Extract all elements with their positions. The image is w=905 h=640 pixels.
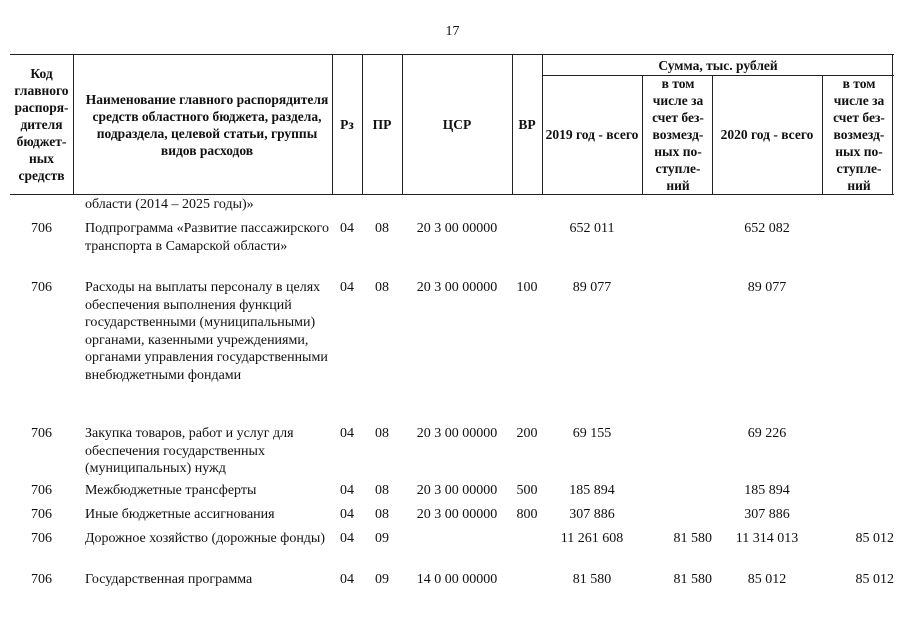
row-rz: 04	[340, 483, 354, 498]
row-vr: 200	[516, 426, 538, 441]
row-pr: 08	[375, 483, 389, 498]
row-vr: 500	[516, 483, 538, 498]
row-csr: 20 3 00 00000	[416, 483, 498, 498]
header-2019-total: 2019 год - всего	[545, 127, 639, 142]
row-vr: 800	[516, 507, 538, 522]
row-2019-total: 307 886	[569, 507, 615, 522]
row-2020-total: 11 314 013	[735, 531, 799, 546]
row-2019-total: 652 011	[569, 221, 615, 236]
row-pr: 09	[375, 531, 389, 546]
header-2020-free: в том числе за счет без-возмезд-ных по-ступле-ний	[833, 76, 885, 193]
row-rz: 04	[340, 572, 354, 587]
row-2019-total: 69 155	[572, 426, 612, 441]
row-2020-total: 69 226	[747, 426, 787, 441]
header-sum-title: Сумма, тыс. рублей	[658, 57, 778, 73]
row-pr: 09	[375, 572, 389, 587]
row-2019-total: 185 894	[569, 483, 615, 498]
row-pr: 08	[375, 507, 389, 522]
row-code: 706	[31, 426, 52, 441]
row-code: 706	[31, 507, 52, 522]
row-2020-total: 85 012	[747, 572, 787, 587]
row-vr: 100	[516, 280, 538, 295]
row-name: Иные бюджетные ассигнования	[85, 507, 275, 522]
row-code: 706	[31, 483, 52, 498]
row-name: Государственная программа	[85, 572, 253, 587]
header-name: Наименование главного распорядителя средств областного бюджета, раздела, подраздела, целевой статьи, группы видов расходов	[85, 91, 329, 158]
row-rz: 04	[340, 507, 354, 522]
row-2020-total: 89 077	[747, 280, 787, 295]
header-2019-free: в том числе за счет без-возмезд-ных по-ступле-ний	[652, 76, 704, 193]
header-csr: ЦСР	[442, 117, 472, 132]
row-name: Подпрограмма «Развитие пассажирского транспорта в Самарской области»	[85, 221, 329, 254]
row-name: области (2014 – 2025 годы)»	[85, 197, 254, 212]
row-name: Закупка товаров, работ и услуг для обеспечения государственных (муниципальных) нужд	[85, 426, 294, 476]
row-rz: 04	[340, 426, 354, 441]
row-csr: 20 3 00 00000	[416, 221, 498, 236]
row-code: 706	[31, 280, 52, 295]
header-rz: Рз	[340, 117, 354, 132]
row-rz: 04	[340, 280, 354, 295]
table-header	[10, 54, 894, 195]
row-code: 706	[31, 572, 52, 587]
row-2020-total: 307 886	[744, 507, 790, 522]
row-csr: 20 3 00 00000	[416, 280, 498, 295]
row-2019-total: 89 077	[572, 280, 612, 295]
row-2019-total: 11 261 608	[560, 531, 624, 546]
row-2019-total: 81 580	[572, 572, 612, 587]
row-name: Дорожное хозяйство (дорожные фонды)	[85, 531, 326, 546]
header-2020-total: 2020 год - всего	[720, 127, 814, 142]
header-pr: ПР	[372, 117, 392, 132]
row-code: 706	[31, 221, 52, 236]
row-code: 706	[31, 531, 52, 546]
row-2020-free: 85 012	[855, 572, 894, 587]
row-2019-free: 81 580	[673, 531, 712, 546]
row-rz: 04	[340, 221, 354, 236]
row-2020-total: 185 894	[744, 483, 790, 498]
header-code: Код главного распоря-дителя бюджет-ных средств	[14, 66, 69, 183]
row-pr: 08	[375, 426, 389, 441]
row-csr: 20 3 00 00000	[416, 426, 498, 441]
row-csr: 14 0 00 00000	[416, 572, 498, 587]
row-rz: 04	[340, 531, 354, 546]
row-csr: 20 3 00 00000	[416, 507, 498, 522]
row-name: Межбюджетные трансферты	[85, 483, 257, 498]
row-pr: 08	[375, 280, 389, 295]
row-name: Расходы на выплаты персоналу в целях обеспечения выполнения функций государственными (муниципальными) органами, казенными учреждениями, органами управления государственными внебюджетными фондами	[85, 280, 328, 383]
page-number: 17	[445, 24, 460, 39]
row-2020-total: 652 082	[744, 221, 790, 236]
header-vr: ВР	[518, 117, 536, 132]
row-2020-free: 85 012	[855, 531, 894, 546]
row-2019-free: 81 580	[673, 572, 712, 587]
row-pr: 08	[375, 221, 389, 236]
